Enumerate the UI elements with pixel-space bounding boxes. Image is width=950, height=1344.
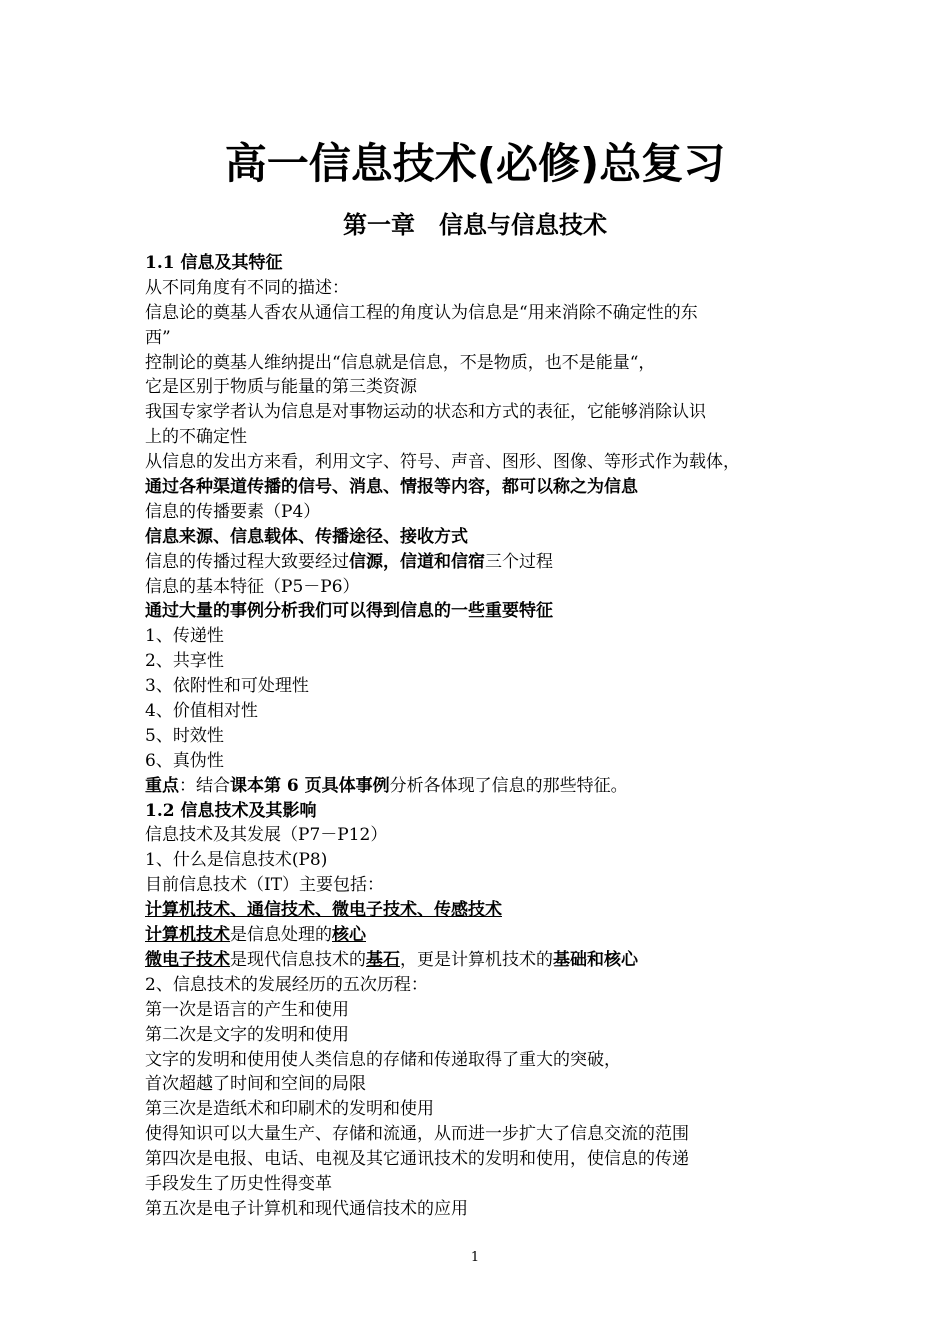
text-line: 第五次是电子计算机和现代通信技术的应用: [145, 1198, 468, 1219]
text-line: 信息的基本特征（P5－P6）: [145, 576, 360, 597]
text-run: 是信息处理的: [230, 925, 332, 946]
page-number: 1: [470, 1250, 480, 1265]
text-line: 使得知识可以大量生产、存储和流通，从而进一步扩大了信息交流的范围: [145, 1124, 689, 1145]
underlined-bold-run: 基石: [366, 949, 400, 970]
text-run: ，更是计算机技术的: [400, 949, 553, 970]
bold-run: 基础和核心: [553, 949, 638, 970]
text-line: 信息的传播要素（P4）: [145, 501, 321, 522]
text-line: 第二次是文字的发明和使用: [145, 1024, 349, 1045]
text-line: 1、什么是信息技术(P8): [145, 850, 328, 871]
section-heading: 1.1 信息及其特征: [145, 253, 283, 273]
text-line: 西”: [145, 327, 171, 348]
text-line: 信息技术及其发展（P7－P12）: [145, 825, 388, 846]
text-run: 三个过程: [485, 551, 553, 572]
bold-line: 信息来源、信息载体、传播途径、接收方式: [145, 526, 468, 547]
text-line: 它是区别于物质与能量的第三类资源: [145, 377, 417, 398]
text-line: 上的不确定性: [145, 427, 247, 448]
text-run: 分析各体现了信息的那些特征。: [389, 775, 628, 796]
list-item: 4、价值相对性: [145, 701, 258, 722]
text-line: 首次超越了时间和空间的局限: [145, 1074, 366, 1095]
text-run: ：结合: [179, 775, 230, 796]
text-line: 手段发生了历史性得变革: [145, 1173, 332, 1194]
text-line: 文字的发明和使用使人类信息的存储和传递取得了重大的突破，: [145, 1049, 621, 1070]
text-line: 第一次是语言的产生和使用: [145, 999, 349, 1020]
text-line: 控制论的奠基人维纳提出“信息就是信息，不是物质，也不是能量“，: [145, 352, 656, 373]
text-line: 2、信息技术的发展经历的五次历程：: [145, 974, 428, 995]
document-title: 高一信息技术(必修)总复习: [224, 139, 726, 188]
mixed-line: [145, 923, 835, 948]
text-line: 我国专家学者认为信息是对事物运动的状态和方式的表征，它能够消除认识: [145, 402, 706, 423]
text-run: 是现代信息技术的: [230, 949, 366, 970]
bold-run: 课本第 6 页具体事例: [230, 775, 390, 796]
text-run: 信息的传播过程大致要经过: [145, 551, 349, 572]
underlined-bold-run: 微电子技术: [145, 949, 230, 970]
list-item: 6、真伪性: [145, 750, 224, 771]
section-heading: 1.2 信息技术及其影响: [145, 800, 317, 821]
list-item: 1、传递性: [145, 626, 224, 647]
bold-line: 通过大量的事例分析我们可以得到信息的一些重要特征: [145, 601, 553, 622]
list-item: 5、时效性: [145, 725, 224, 746]
bold-run: 重点: [145, 775, 179, 796]
chapter-heading: 第一章 信息与信息技术: [343, 211, 607, 239]
text-line: 从不同角度有不同的描述：: [145, 277, 349, 298]
underlined-bold-run: 计算机技术: [145, 925, 230, 946]
mixed-line: [145, 774, 835, 799]
underlined-bold-run: 核心: [332, 925, 366, 946]
text-line: 第三次是造纸术和印刷术的发明和使用: [145, 1099, 434, 1120]
list-item: 2、共享性: [145, 651, 224, 672]
bold-line: 通过各种渠道传播的信号、消息、情报等内容，都可以称之为信息: [145, 477, 638, 498]
text-line: 第四次是电报、电话、电视及其它通讯技术的发明和使用，使信息的传递: [145, 1149, 689, 1170]
underlined-bold-line: 计算机技术、通信技术、微电子技术、传感技术: [145, 900, 502, 921]
list-item: 3、依附性和可处理性: [145, 676, 309, 697]
text-line: 从信息的发出方来看，利用文字、符号、声音、图形、图像、等形式作为载体，: [145, 452, 740, 473]
bold-run: 信源，信道和信宿: [349, 551, 485, 572]
text-line: 目前信息技术（IT）主要包括：: [145, 875, 385, 896]
text-line: 信息论的奠基人香农从通信工程的角度认为信息是“用来消除不确定性的东: [145, 302, 698, 323]
mixed-line: [145, 550, 835, 575]
mixed-line: [145, 948, 835, 973]
document-body: [145, 251, 835, 1222]
